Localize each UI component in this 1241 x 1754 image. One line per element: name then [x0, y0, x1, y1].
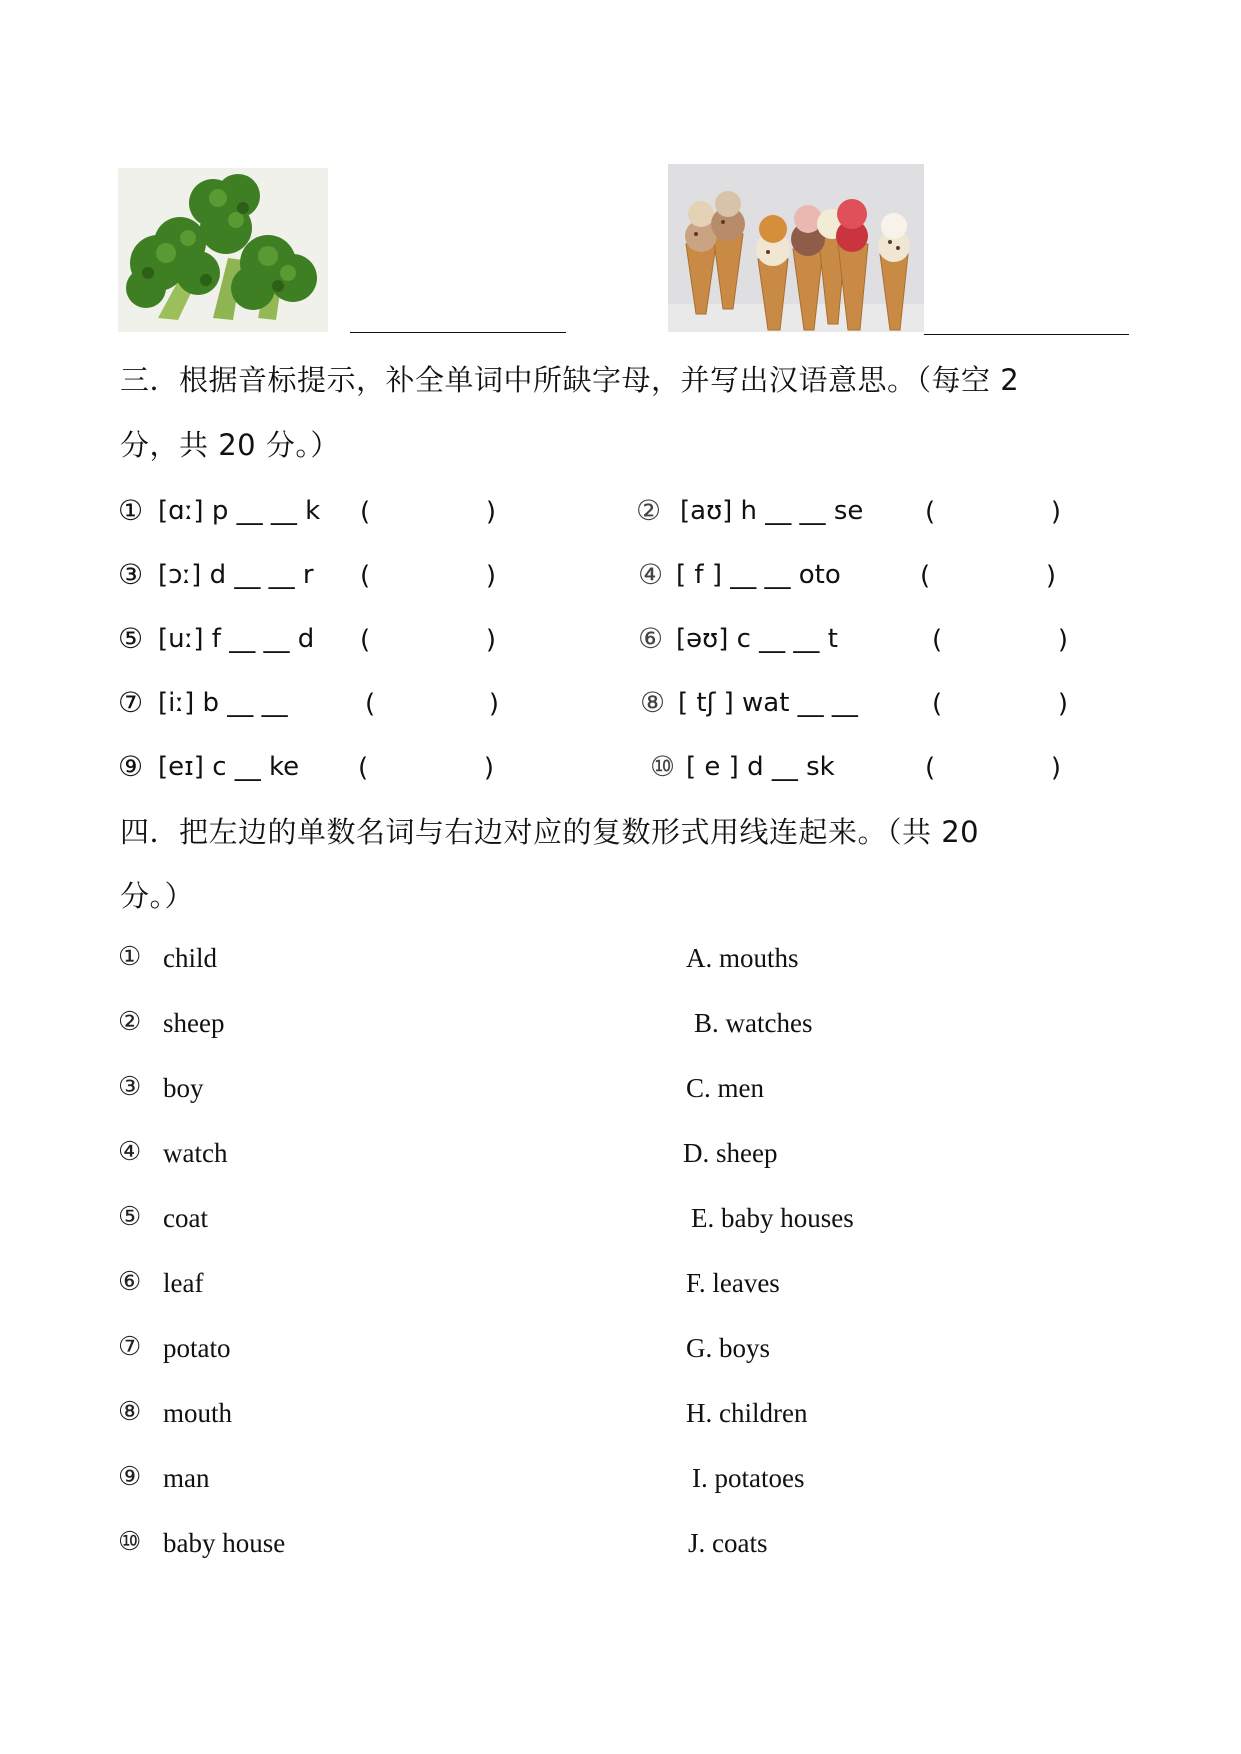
item-number: ⑤: [118, 622, 144, 655]
phonetic-word: [eɪ] c __ ke: [158, 752, 300, 782]
singular-word: man: [163, 1463, 210, 1493]
item-number: ⑩: [118, 1527, 142, 1557]
item-number: ⑦: [118, 1332, 142, 1362]
section3-title-cont: [120, 423, 340, 464]
phonetic-word: [ɑː] p __ __ k: [158, 496, 321, 526]
item-number: ④: [638, 558, 664, 591]
section3-title-line1: 三．根据音标提示，补全单词中所缺字母，并写出汉语意思。（每空 2: [120, 363, 1020, 397]
plural-option[interactable]: B. watches: [694, 1008, 813, 1038]
item-number: ⑨: [118, 750, 144, 783]
item-number: ⑨: [118, 1462, 142, 1492]
plural-option[interactable]: F. leaves: [686, 1268, 780, 1298]
singular-word: sheep: [163, 1008, 225, 1038]
answer-line-1[interactable]: [350, 332, 566, 333]
item-number: ⑥: [638, 622, 664, 655]
phonetic-word: [iː] b __ __: [158, 688, 288, 718]
singular-word: boy: [163, 1073, 204, 1103]
item-number: ①: [118, 494, 144, 527]
phonetic-word: [uː] f __ __ d: [158, 624, 315, 654]
singular-word: child: [163, 943, 217, 973]
item-number: ②: [636, 494, 662, 527]
plural-option[interactable]: J. coats: [688, 1528, 768, 1558]
item-number: ④: [118, 1137, 142, 1167]
phonetic-word: [əʊ] c __ __ t: [676, 624, 838, 654]
item-number: ②: [118, 1007, 142, 1037]
item-number: ⑤: [118, 1202, 142, 1232]
phonetic-word: [ e ] d __ sk: [686, 752, 835, 782]
item-number: ⑥: [118, 1267, 142, 1297]
item-number: ⑧: [640, 686, 666, 719]
item-number: ⑩: [650, 750, 676, 783]
plural-option[interactable]: D. sheep: [683, 1138, 778, 1168]
singular-word: leaf: [163, 1268, 204, 1298]
ice-cream-picture: [668, 164, 924, 332]
item-number: ⑦: [118, 686, 144, 719]
answer-line-2[interactable]: [924, 334, 1129, 335]
broccoli-picture: [118, 168, 328, 332]
phonetic-word: [aʊ] h __ __ se: [680, 496, 864, 526]
singular-word: baby house: [163, 1528, 286, 1558]
singular-word: coat: [163, 1203, 208, 1233]
singular-word: mouth: [163, 1398, 233, 1428]
phonetic-word: [ɔː] d __ __ r: [158, 560, 314, 590]
section4-title-cont: [120, 874, 194, 915]
item-number: ③: [118, 1072, 142, 1102]
singular-word: potato: [163, 1333, 231, 1363]
plural-option[interactable]: I. potatoes: [692, 1463, 805, 1493]
item-number: ③: [118, 558, 144, 591]
plural-option[interactable]: E. baby houses: [691, 1203, 854, 1233]
plural-option[interactable]: G. boys: [686, 1333, 771, 1363]
section3-title-line2: 分，共 20 分。）: [120, 428, 340, 462]
singular-word: watch: [163, 1138, 228, 1168]
phonetic-word: [ tʃ ] wat __ __: [678, 688, 858, 718]
plural-option[interactable]: A. mouths: [686, 943, 799, 973]
phonetic-word: [ f ] __ __ oto: [676, 560, 841, 590]
item-number: ①: [118, 942, 142, 972]
section4-title-line2: 分。）: [120, 879, 195, 913]
section4-title-line1: 四．把左边的单数名词与右边对应的复数形式用线连起来。（共 20: [120, 815, 980, 849]
section4-title: [120, 810, 979, 851]
plural-option[interactable]: C. men: [686, 1073, 764, 1103]
section3-title: [120, 358, 1019, 399]
item-number: ⑧: [118, 1397, 142, 1427]
plural-option[interactable]: H. children: [686, 1398, 808, 1428]
